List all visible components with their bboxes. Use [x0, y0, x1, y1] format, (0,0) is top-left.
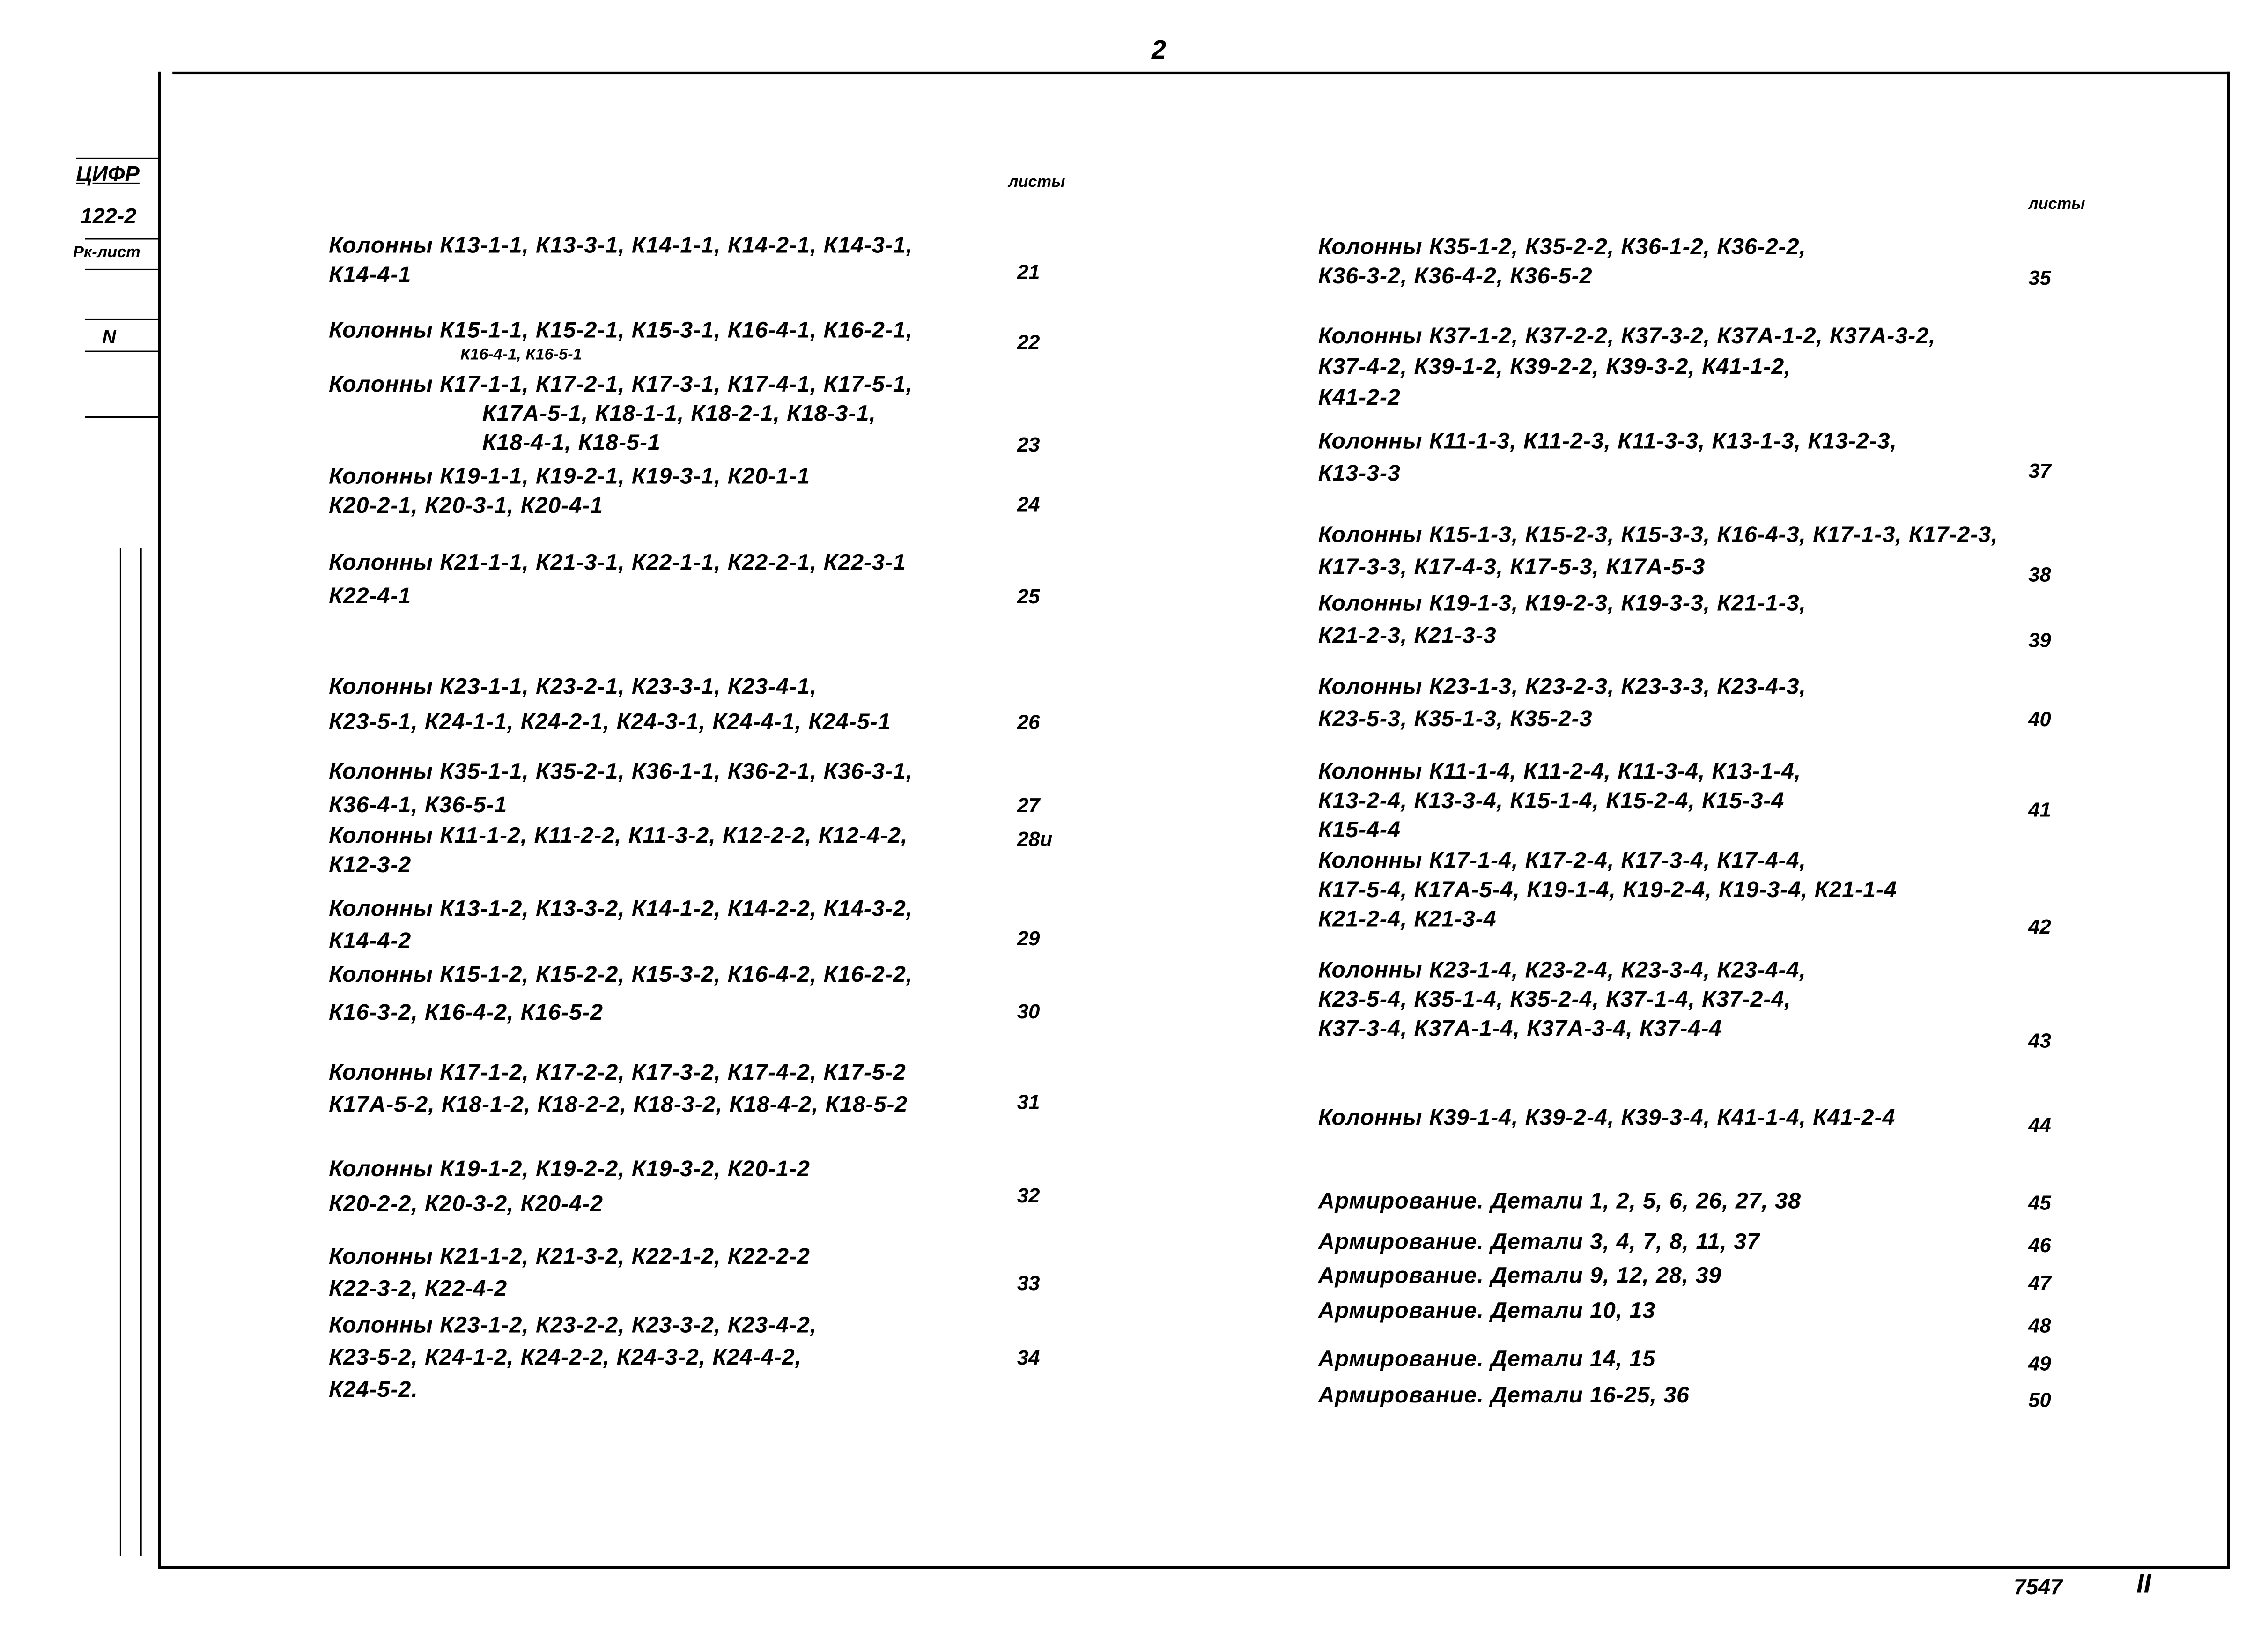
contents-entry-line: К15-4-4 — [1318, 818, 1401, 843]
contents-entry-line: К21-2-4, К21-3-4 — [1318, 907, 1497, 932]
sheet-number: 45 — [2028, 1190, 2051, 1214]
sheet-number: 49 — [2028, 1351, 2051, 1375]
contents-entry-line: Колонны К15-1-3, К15-2-3, К15-3-3, К16-4-3, К17-1-3, К17-2-3, — [1318, 523, 1998, 548]
contents-entry-line: К37-4-2, К39-1-2, К39-2-2, К39-3-2, К41-1-2, — [1318, 355, 1791, 380]
stamp-label: Рк-лист — [73, 244, 140, 262]
stamp-code1: ЦИФР — [76, 162, 140, 187]
sheet-mark: II — [2136, 1569, 2151, 1599]
contents-entry-line: Колонны К19-1-2, К19-2-2, К19-3-2, К20-1-2 — [329, 1157, 810, 1182]
frame-right — [2227, 72, 2230, 1569]
frame-top — [172, 72, 2230, 74]
contents-entry-line: Колонны К15-1-2, К15-2-2, К15-3-2, К16-4-2, К16-2-2, — [329, 963, 913, 988]
contents-entry-line: К21-2-3, К21-3-3 — [1318, 623, 1497, 649]
contents-entry-line: Колонны К37-1-2, К37-2-2, К37-3-2, К37А-1-2, К37А-3-2, — [1318, 324, 1936, 349]
sheet-number: 21 — [1017, 260, 1040, 284]
sheet-number: 44 — [2028, 1113, 2051, 1137]
contents-entry-subline: К16-4-1, К16-5-1 — [460, 346, 582, 364]
contents-entry-line: Колонны К11-1-2, К11-2-2, К11-3-2, К12-2-2, К12-4-2, — [329, 824, 908, 849]
contents-entry-line: Колонны К17-1-1, К17-2-1, К17-3-1, К17-4-1, К17-5-1, — [329, 372, 913, 398]
page-number: 2 — [1151, 35, 1167, 65]
contents-entry-line: Колонны К11-1-3, К11-2-3, К11-3-3, К13-1-3, К13-2-3, — [1318, 429, 1897, 455]
stamp-divider — [85, 416, 158, 418]
contents-entry-line: К17-3-3, К17-4-3, К17-5-3, К17А-5-3 — [1318, 555, 1706, 580]
stamp-divider — [85, 351, 158, 352]
contents-entry-line: К41-2-2 — [1318, 386, 1401, 411]
frame-bottom — [158, 1566, 2230, 1569]
contents-entry-line: Армирование. Детали 9, 12, 28, 39 — [1318, 1263, 1722, 1289]
contents-entry-line: Колонны К17-1-2, К17-2-2, К17-3-2, К17-4-2, К17-5-2 — [329, 1061, 906, 1086]
contents-entry-line: Колонны К23-1-1, К23-2-1, К23-3-1, К23-4-1, — [329, 675, 817, 700]
contents-entry-line: К23-5-3, К35-1-3, К35-2-3 — [1318, 707, 1593, 732]
sheet-number: 43 — [2028, 1028, 2051, 1052]
contents-entry-line: Колонны К35-1-2, К35-2-2, К36-1-2, К36-2-2, — [1318, 235, 1806, 260]
sheet-number: 27 — [1017, 793, 1040, 817]
contents-entry-line: Колонны К21-1-1, К21-3-1, К22-1-1, К22-2-1, К22-3-1 — [329, 550, 906, 576]
contents-entry-line: К17А-5-2, К18-1-2, К18-2-2, К18-3-2, К18-4-2, К18-5-2 — [329, 1093, 908, 1118]
contents-entry-line: Колонны К23-1-4, К23-2-4, К23-3-4, К23-4-4, — [1318, 958, 1806, 984]
stamp-number-mark: N — [102, 326, 116, 348]
contents-entry-line: К20-2-2, К20-3-2, К20-4-2 — [329, 1192, 603, 1217]
sheet-number: 38 — [2028, 562, 2051, 586]
sheet-number: 46 — [2028, 1233, 2051, 1257]
sheet-number: 28и — [1017, 827, 1053, 851]
sheet-number: 40 — [2028, 707, 2051, 731]
sheet-number: 34 — [1017, 1345, 1040, 1369]
contents-entry-line: Колонны К15-1-1, К15-2-1, К15-3-1, К16-4-1, К16-2-1, — [329, 318, 913, 343]
sheet-number: 26 — [1017, 710, 1040, 734]
stamp-divider — [76, 158, 159, 159]
sheet-number: 50 — [2028, 1388, 2051, 1411]
contents-entry-line: Колонны К35-1-1, К35-2-1, К36-1-1, К36-2-1, К36-3-1, — [329, 759, 913, 785]
contents-entry-line: К20-2-1, К20-3-1, К20-4-1 — [329, 494, 603, 519]
contents-entry-line: К14-4-2 — [329, 929, 412, 954]
contents-entry-line: К14-4-1 — [329, 263, 412, 288]
contents-entry-line: Колонны К19-1-1, К19-2-1, К19-3-1, К20-1-1 — [329, 464, 810, 490]
contents-entry-line: К18-4-1, К18-5-1 — [482, 431, 661, 456]
contents-entry-line: Колонны К13-1-1, К13-3-1, К14-1-1, К14-2-1, К14-3-1, — [329, 234, 913, 259]
sheet-number: 33 — [1017, 1271, 1040, 1295]
stamp-code2: 122-2 — [80, 204, 137, 230]
contents-entry-line: К23-5-4, К35-1-4, К35-2-4, К37-1-4, К37-2-4, — [1318, 987, 1791, 1013]
contents-entry-line: Армирование. Детали 1, 2, 5, 6, 26, 27, 38 — [1318, 1189, 1801, 1214]
sheet-number: 41 — [2028, 797, 2051, 821]
right-sheets-header: листы — [2028, 195, 2085, 214]
sheet-number: 32 — [1017, 1183, 1040, 1207]
sheet-number: 37 — [2028, 459, 2051, 482]
contents-entry-line: К24-5-2. — [329, 1378, 418, 1403]
contents-entry-line: К36-4-1, К36-5-1 — [329, 793, 508, 818]
stamp-divider — [85, 319, 158, 320]
stamp-divider — [85, 269, 158, 270]
sheet-number: 25 — [1017, 584, 1040, 608]
contents-entry-line: К37-3-4, К37А-1-4, К37А-3-4, К37-4-4 — [1318, 1016, 1722, 1042]
contents-entry-line: Колонны К23-1-3, К23-2-3, К23-3-3, К23-4-3, — [1318, 675, 1806, 700]
contents-entry-line: Армирование. Детали 3, 4, 7, 8, 11, 37 — [1318, 1230, 1760, 1255]
contents-entry-line: К23-5-2, К24-1-2, К24-2-2, К24-3-2, К24-4-2, — [329, 1345, 802, 1371]
sheet-number: 31 — [1017, 1090, 1040, 1113]
left-sheets-header: листы — [1008, 174, 1065, 192]
contents-entry-line: К13-2-4, К13-3-4, К15-1-4, К15-2-4, К15-3-4 — [1318, 789, 1785, 814]
contents-entry-line: К12-3-2 — [329, 853, 412, 878]
contents-entry-line: К23-5-1, К24-1-1, К24-2-1, К24-3-1, К24-4-1, К24-5-1 — [329, 710, 891, 735]
contents-entry-line: Колонны К23-1-2, К23-2-2, К23-3-2, К23-4-2, — [329, 1313, 817, 1339]
contents-entry-line: Колонны К19-1-3, К19-2-3, К19-3-3, К21-1-3, — [1318, 592, 1806, 617]
inventory-number: 7547 — [2014, 1575, 2063, 1600]
contents-entry-line: К22-4-1 — [329, 584, 412, 609]
contents-entry-line: Колонны К39-1-4, К39-2-4, К39-3-4, К41-1-4, К41-2-4 — [1318, 1106, 1896, 1131]
sheet-number: 42 — [2028, 914, 2051, 938]
contents-entry-line: Армирование. Детали 16-25, 36 — [1318, 1383, 1690, 1409]
frame-left — [158, 72, 161, 1569]
sheet-number: 39 — [2028, 628, 2051, 652]
sheet-number: 47 — [2028, 1271, 2051, 1295]
contents-entry-line: Армирование. Детали 10, 13 — [1318, 1298, 1656, 1324]
contents-entry-line: К17-5-4, К17А-5-4, К19-1-4, К19-2-4, К19-3-4, К21-1-4 — [1318, 878, 1897, 903]
sheet-number: 23 — [1017, 432, 1040, 456]
contents-entry-line: К13-3-3 — [1318, 461, 1401, 487]
stamp-column-line — [140, 548, 142, 1556]
sheet-number: 30 — [1017, 999, 1040, 1023]
stamp-column-line — [120, 548, 121, 1556]
contents-entry-line: К36-3-2, К36-4-2, К36-5-2 — [1318, 264, 1593, 289]
sheet-number: 22 — [1017, 330, 1040, 354]
contents-entry-line: К22-3-2, К22-4-2 — [329, 1277, 508, 1302]
contents-entry-line: Армирование. Детали 14, 15 — [1318, 1347, 1656, 1372]
stamp-divider — [85, 238, 158, 239]
contents-entry-line: Колонны К13-1-2, К13-3-2, К14-1-2, К14-2-2, К14-3-2, — [329, 897, 913, 922]
contents-entry-line: К16-3-2, К16-4-2, К16-5-2 — [329, 1001, 603, 1026]
sheet-number: 48 — [2028, 1313, 2051, 1337]
contents-entry-line: Колонны К11-1-4, К11-2-4, К11-3-4, К13-1-4, — [1318, 759, 1802, 785]
sheet-number: 24 — [1017, 492, 1040, 516]
contents-entry-line: Колонны К17-1-4, К17-2-4, К17-3-4, К17-4-4, — [1318, 849, 1806, 874]
sheet-number: 29 — [1017, 926, 1040, 950]
contents-entry-line: Колонны К21-1-2, К21-3-2, К22-1-2, К22-2-2 — [329, 1245, 810, 1270]
contents-entry-line: К17А-5-1, К18-1-1, К18-2-1, К18-3-1, — [482, 401, 876, 427]
sheet-number: 35 — [2028, 266, 2051, 289]
